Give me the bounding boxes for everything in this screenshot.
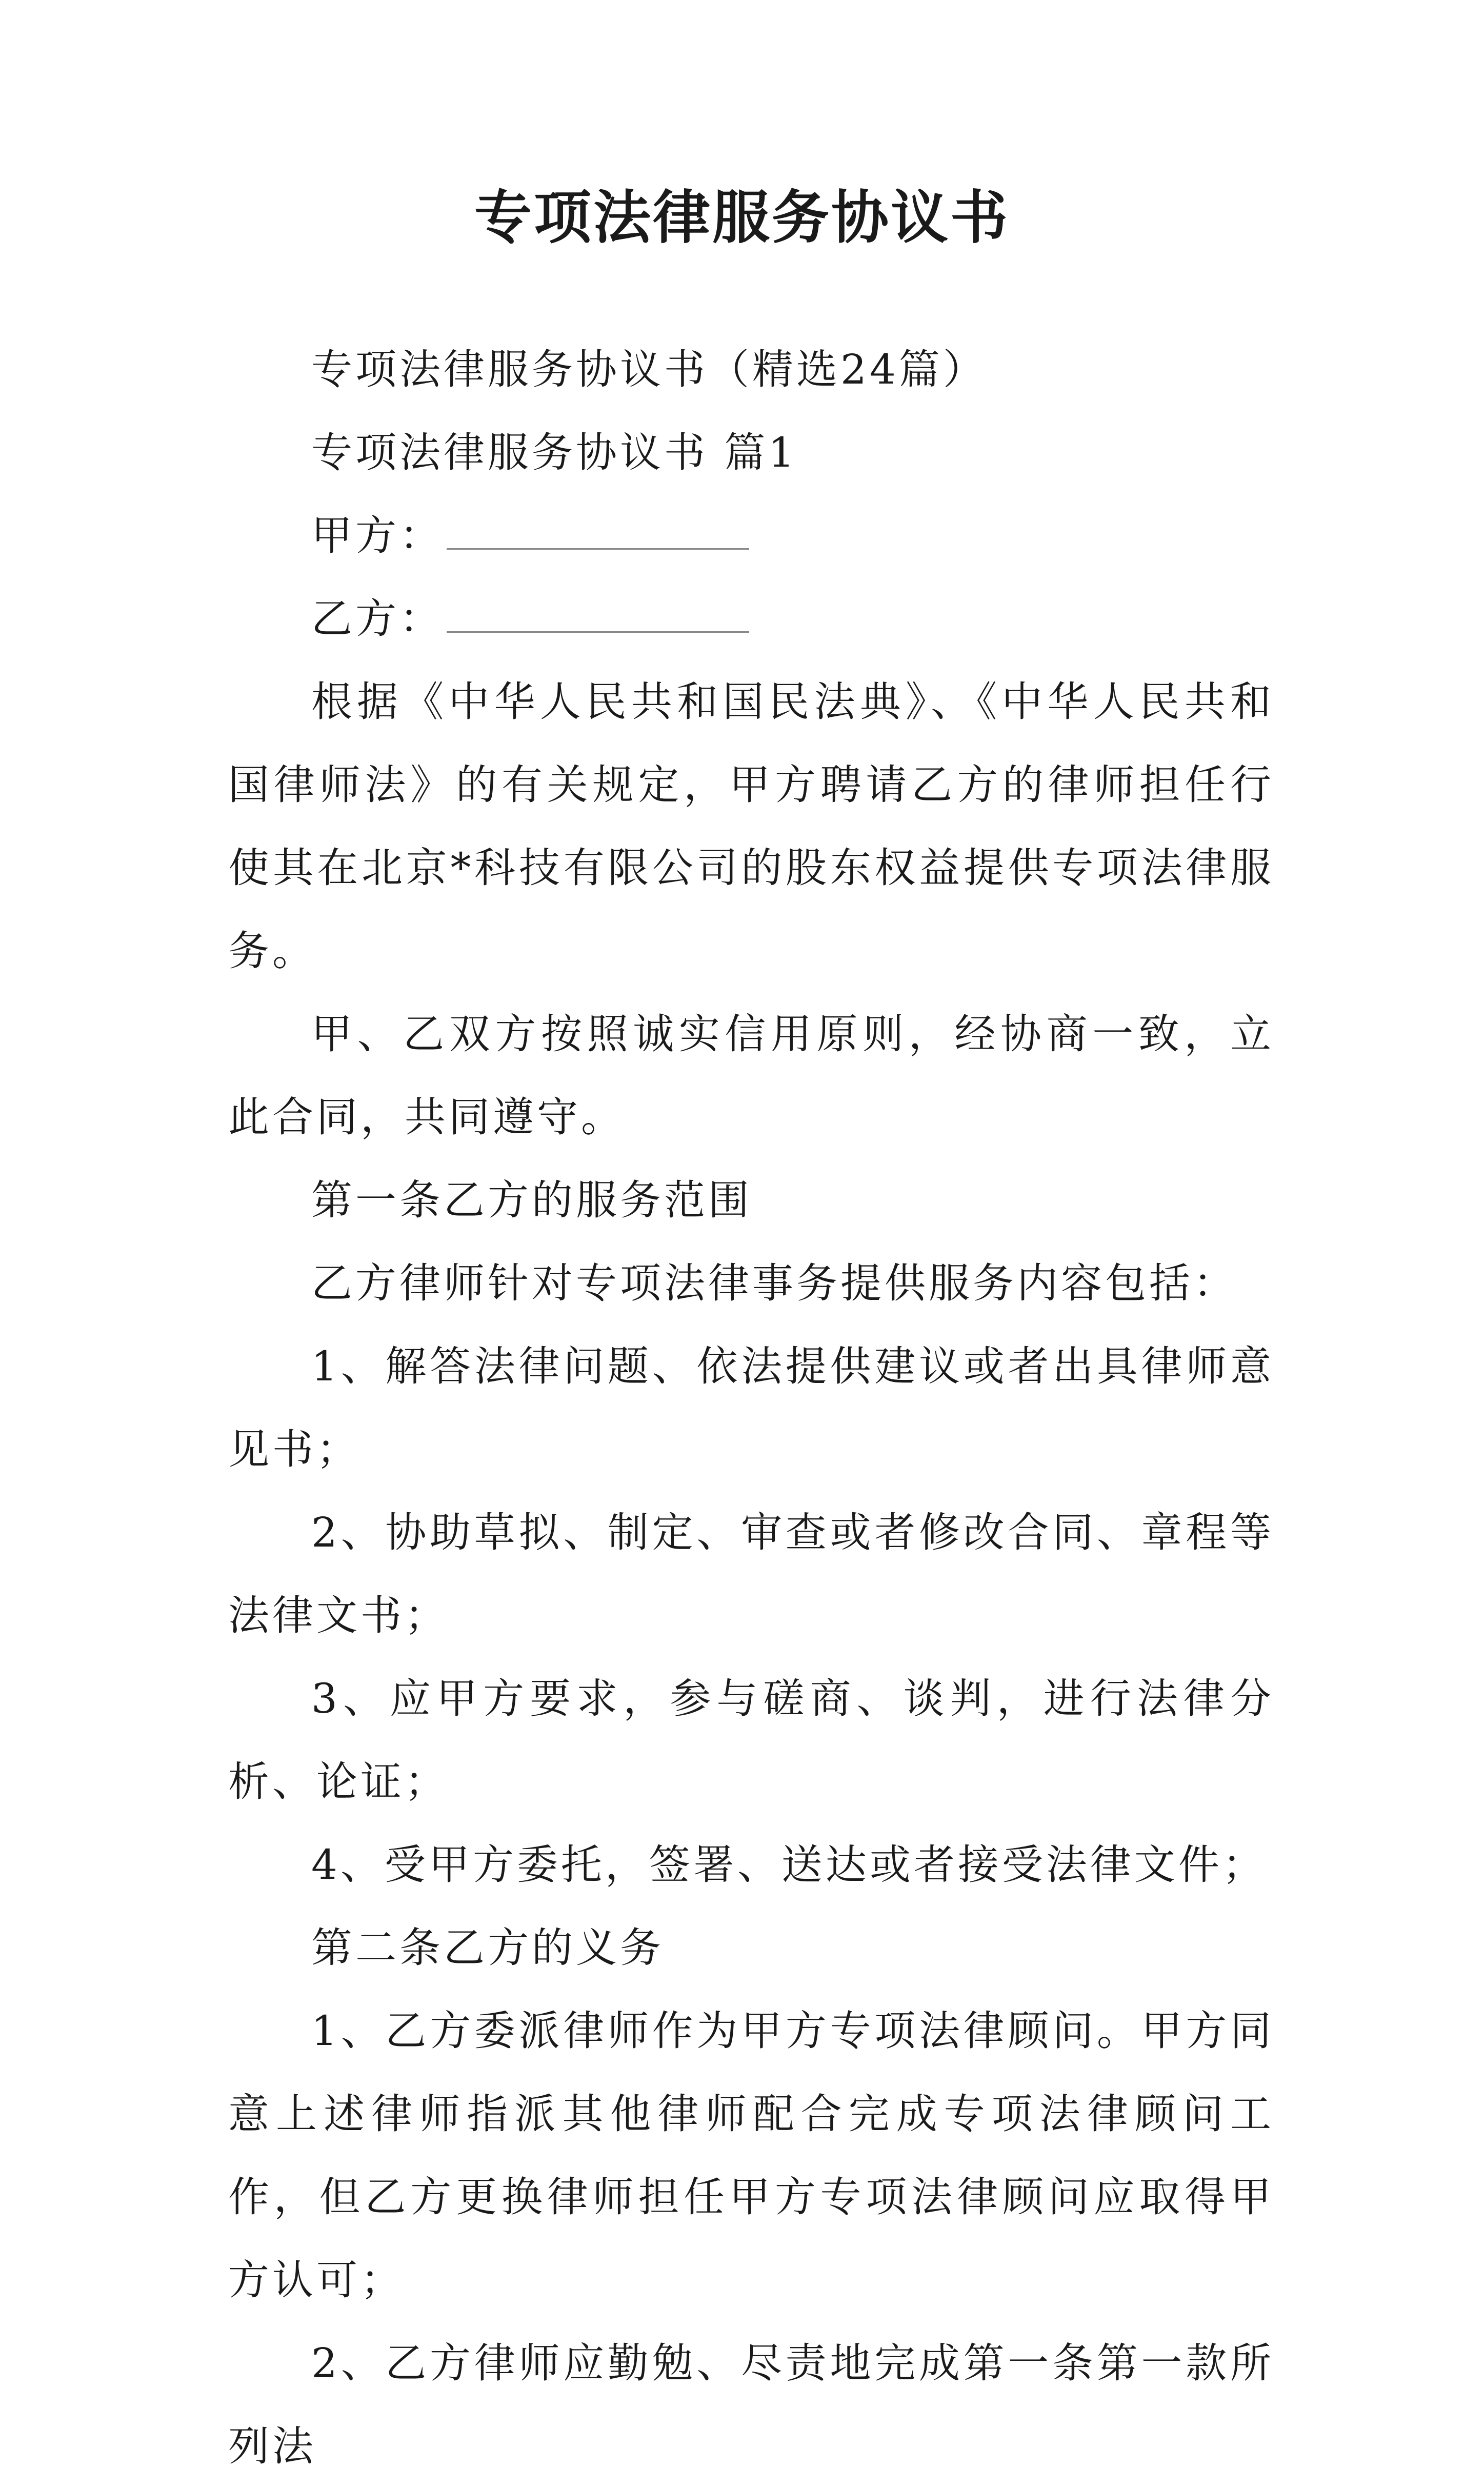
paragraph: 甲、乙双方按照诚实信用原则，经协商一致，立此合同，共同遵守。 bbox=[228, 1010, 1274, 1141]
list-item: 1、乙方委派律师作为甲方专项法律顾问。甲方同意上述律师指派其他律师配合完成专项法律顾问工作，但乙方更换律师担任甲方专项法律顾问应取得甲方认可； bbox=[228, 2007, 1274, 2304]
party-a-line bbox=[228, 494, 1274, 577]
list-item: 2、协助草拟、制定、审查或者修改合同、章程等法律文书； bbox=[228, 1509, 1274, 1639]
article-heading: 第一条乙方的服务范围 bbox=[311, 1176, 752, 1224]
party-b-blank bbox=[447, 599, 749, 633]
article-heading: 第二条乙方的义务 bbox=[311, 1924, 664, 1972]
paragraph: 根据《中华人民共和国民法典》、《中华人民共和国律师法》的有关规定，甲方聘请乙方的律师担任行使其在北京*科技有限公司的股东权益提供专项法律服务。 bbox=[228, 678, 1274, 975]
list-item: 1、解答法律问题、依法提供建议或者出具律师意见书； bbox=[228, 1342, 1274, 1473]
document-subtitle: 专项法律服务协议书（精选24篇） bbox=[311, 346, 987, 393]
section-heading: 专项法律服务协议书 篇1 bbox=[311, 429, 798, 476]
paragraph: 乙方律师针对专项法律事务提供服务内容包括： bbox=[311, 1259, 1237, 1307]
list-item: 2、乙方律师应勤勉、尽责地完成第一条第一款所列法 bbox=[228, 2339, 1274, 2470]
party-b-line bbox=[228, 577, 1274, 660]
list-item: 3、应甲方要求，参与磋商、谈判，进行法律分析、论证； bbox=[228, 1675, 1274, 1805]
party-a-blank bbox=[447, 516, 749, 550]
document-body bbox=[228, 328, 1274, 2488]
party-a-label: 甲方： bbox=[311, 512, 444, 559]
document-title: 专项法律服务协议书 bbox=[474, 184, 1010, 251]
list-item: 4、受甲方委托，签署、送达或者接受法律文件； bbox=[311, 1841, 1267, 1889]
party-b-label: 乙方： bbox=[311, 595, 444, 643]
